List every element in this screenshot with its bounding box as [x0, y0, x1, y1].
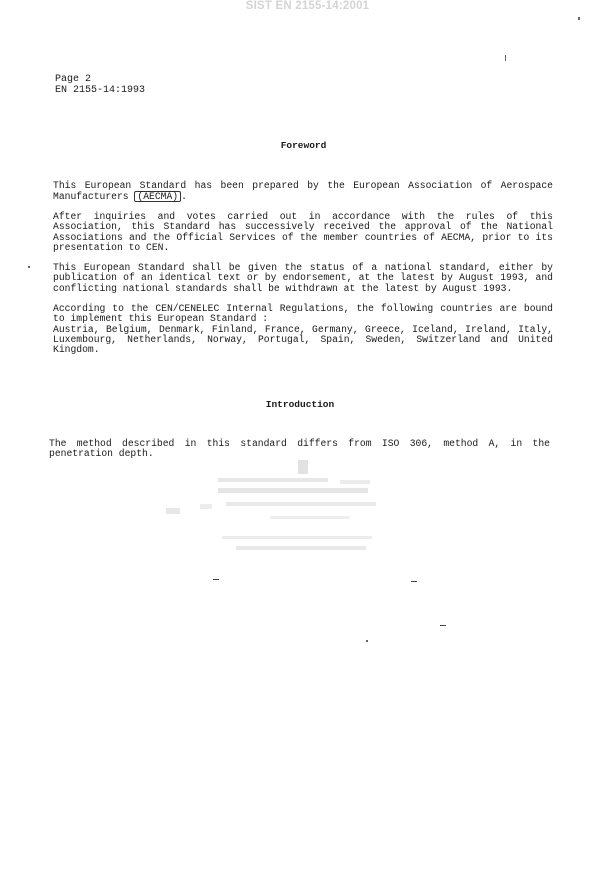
scan-speck: [505, 55, 506, 61]
page-number: Page 2: [55, 74, 92, 85]
foreword-paragraph-1: [53, 181, 553, 203]
foreword-paragraph-1-text: This European Standard has been prepared by the European Association of Aerospace Manufacturers: [53, 180, 553, 203]
scan-speck: [28, 266, 30, 268]
foreword-paragraph-4: [53, 304, 553, 355]
aecma-annotation: (AECMA): [134, 191, 181, 202]
foreword-heading: Foreword: [280, 140, 327, 151]
scan-speck: [366, 640, 368, 642]
document-id: EN 2155-14:1993: [55, 85, 146, 96]
scan-speck: [578, 17, 580, 20]
introduction-heading: Introduction: [265, 399, 335, 410]
introduction-paragraph: The method described in this standard differs from ISO 306, method A, in the penetration depth.: [49, 438, 550, 460]
foreword-paragraph-4-intro: According to the CEN/CENELEC Internal Regulations, the following countries are bound to implement this European Standard :: [53, 303, 553, 325]
foreword-paragraph-1-end: .: [181, 191, 187, 203]
foreword-paragraph-3: This European Standard shall be given the status of a national standard, either by publication of an identical text or by endorsement, at the latest by August 1993, and conflicting national standards shall be withdrawn at the latest by August 1993.: [53, 262, 553, 294]
foreword-paragraph-2: After inquiries and votes carried out in accordance with the rules of this Association, this Standard has successively received the approval of the National Associations and the Official Services of the member countries of AECMA, prior to its presentation to CEN.: [53, 211, 553, 253]
watermark: SIST EN 2155-14:2001: [245, 0, 370, 12]
scan-dash: [440, 625, 446, 626]
scan-dash: [213, 579, 219, 580]
country-list: Austria, Belgium, Denmark, Finland, France, Germany, Greece, Iceland, Ireland, Italy, Luxembourg, Netherlands, Norway, Portugal, Spain, Sweden, Switzerland and United Kingdom.: [53, 323, 553, 356]
faded-stamp-mark: [160, 458, 400, 558]
scan-dash: [411, 581, 417, 582]
page-header: [55, 74, 145, 96]
faded-stamp-graphic: [160, 458, 400, 558]
